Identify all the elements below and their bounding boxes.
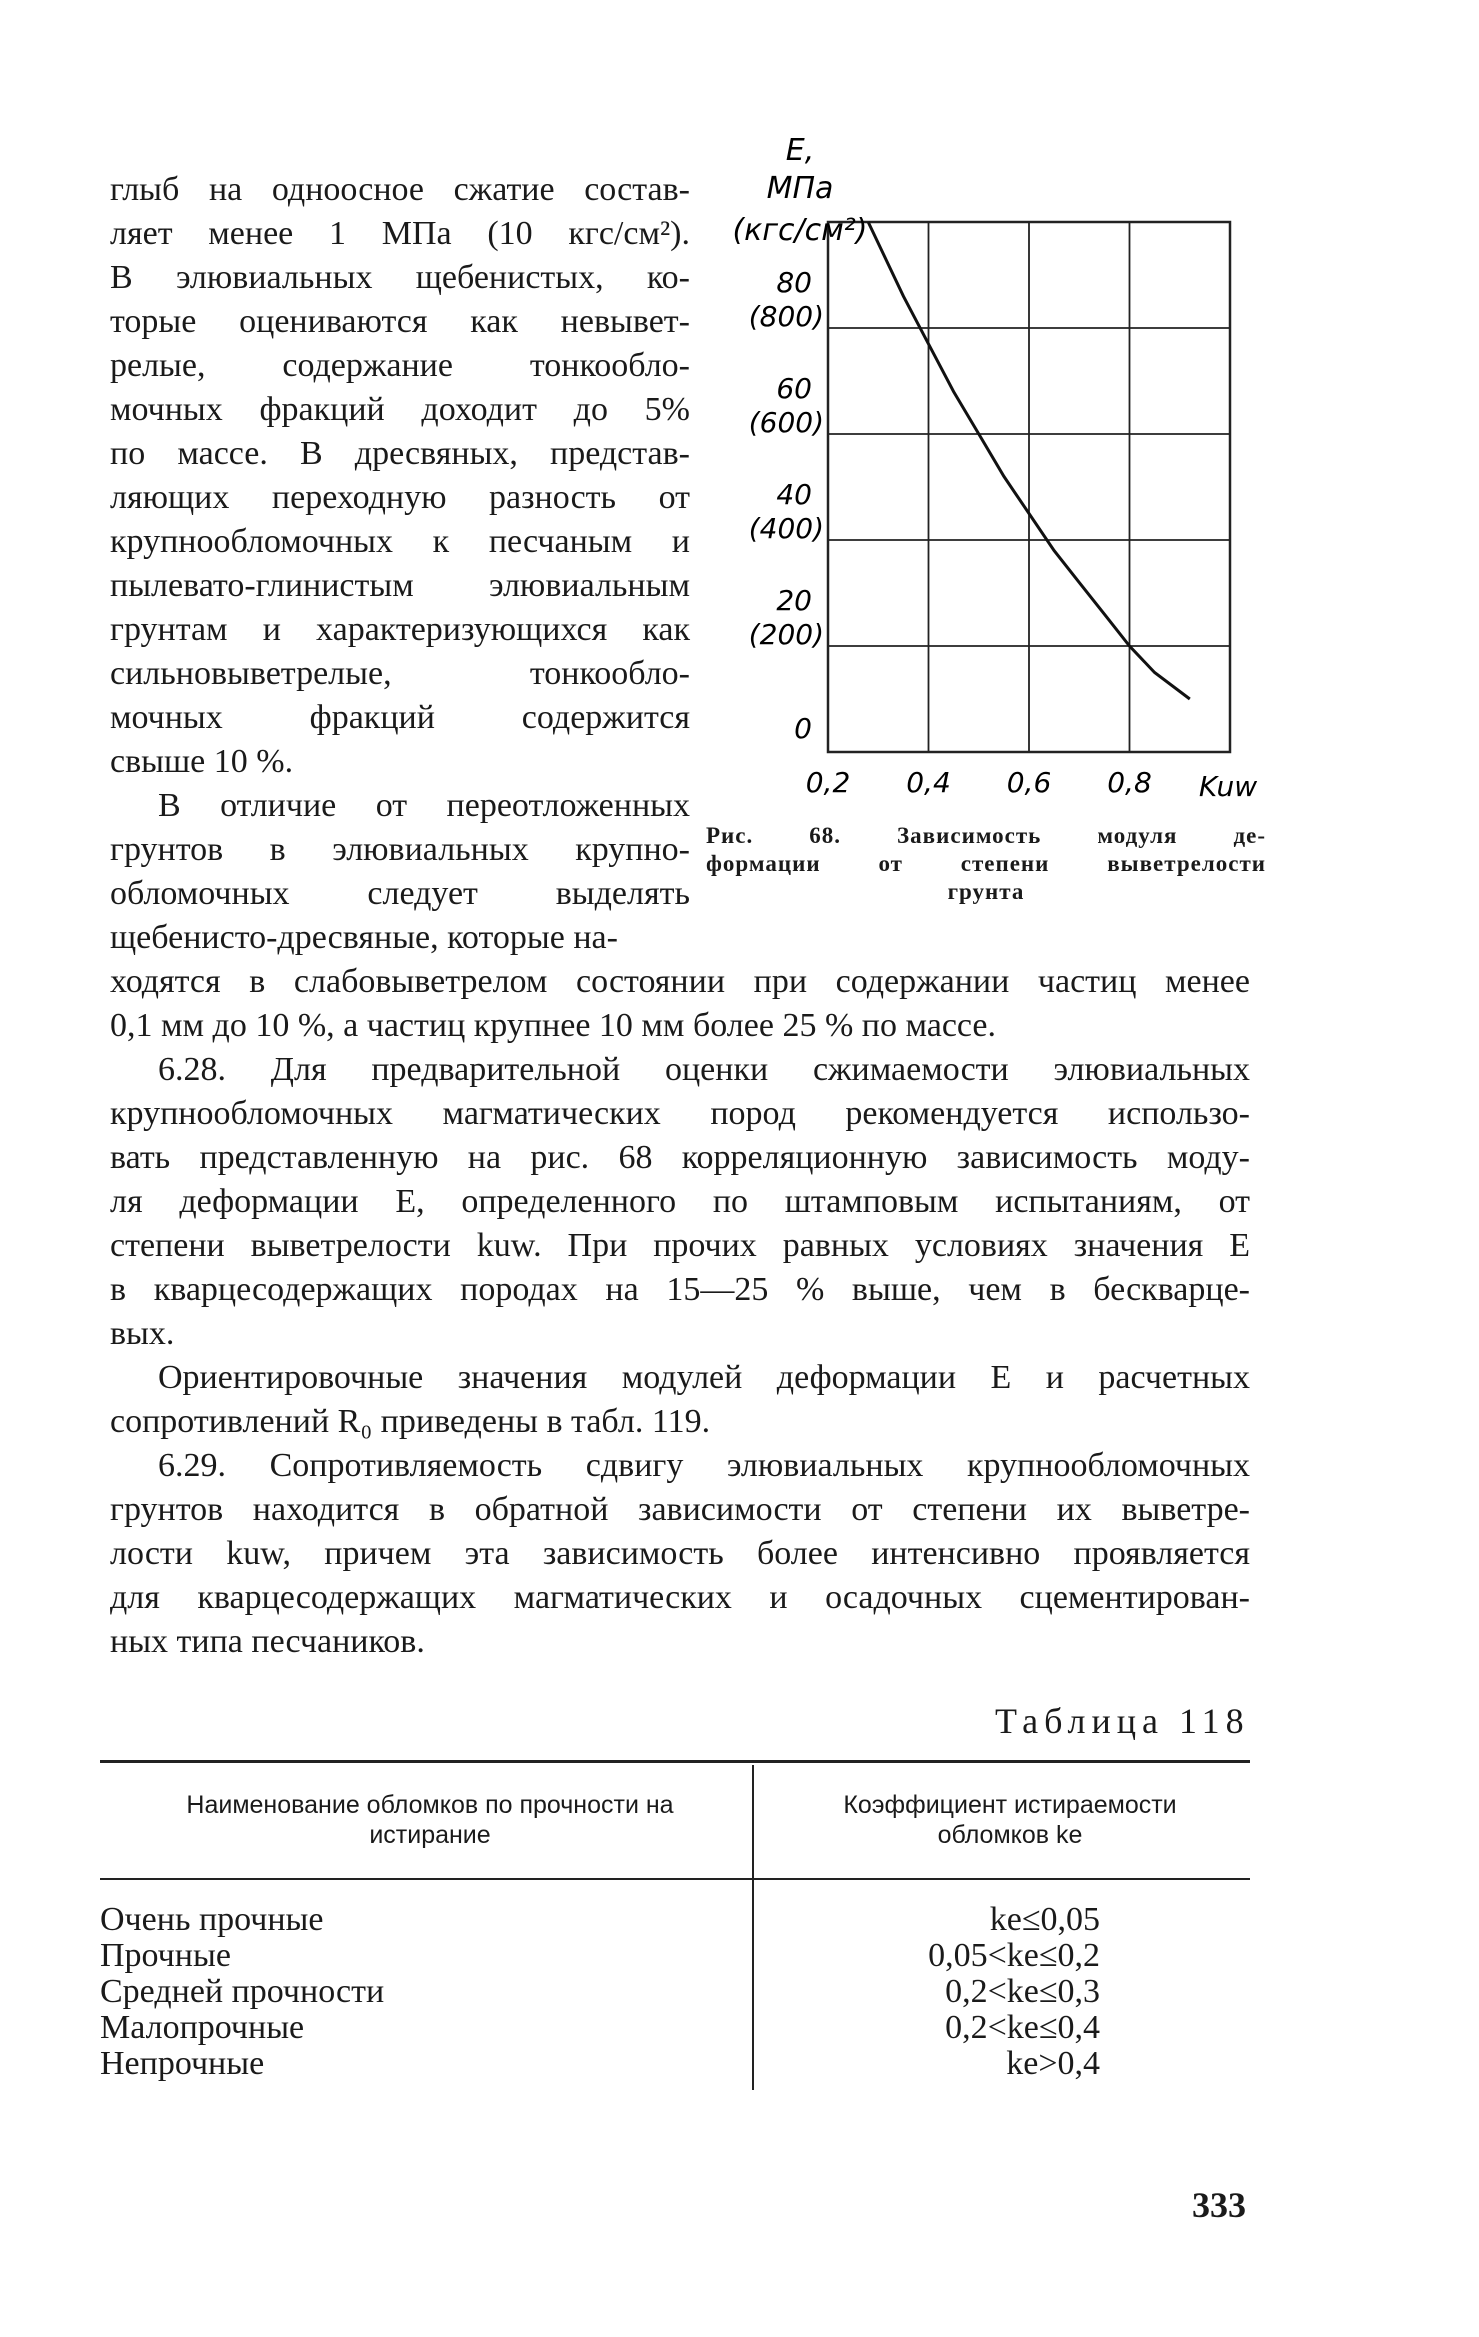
- para2-column-line: щебенисто-дресвяные, которые на-: [110, 919, 618, 956]
- para-628-line: вых.: [110, 1315, 175, 1352]
- table-row-value: 0,05<ke≤0,2: [928, 1937, 1100, 1974]
- column-text-line: глыб на одноосное сжатие состав-: [110, 171, 690, 208]
- table-row-name: Очень прочные: [100, 1901, 324, 1938]
- y-tick-label: 80: [776, 266, 812, 299]
- paragraph-column-2: [110, 784, 690, 960]
- column-text-line: ляющих переходную разность от: [110, 479, 690, 516]
- x-tick-label: 0,2: [805, 766, 851, 799]
- column-text-line: сильновыветрелые, тонкообло-: [110, 655, 690, 692]
- para-628-line: в кварцесодержащих породах на 15—25 % выше, чем в бескварце-: [110, 1271, 1250, 1308]
- column-text-line: мочных фракций содержится: [110, 699, 690, 736]
- table-row-name: Прочные: [100, 1937, 231, 1974]
- y-tick-alt-label: (800): [748, 300, 824, 333]
- column-text-line: торые оцениваются как невывет-: [110, 303, 690, 340]
- para-628-line: вать представленную на рис. 68 корреляционную зависимость моду-: [110, 1139, 1250, 1176]
- table-header-name: Наименование обломков по прочности на истирание: [186, 1791, 674, 1849]
- caption-line-1: Рис. 68. Зависимость модуля де-: [706, 823, 1266, 848]
- para-orient-line: сопротивлений R₀ приведены в табл. 119.: [110, 1403, 711, 1440]
- para-orient-line: Ориентировочные значения модулей деформации E и расчетных: [158, 1359, 1250, 1396]
- table-row-value: ke>0,4: [1006, 2045, 1100, 2082]
- para-628-line: степени выветрелости kuw. При прочих равных условиях значения E: [110, 1227, 1250, 1264]
- y-tick-label: 0: [794, 712, 812, 745]
- caption-line-3: грунта: [947, 879, 1025, 904]
- table-names-column: [100, 1902, 740, 2082]
- table-row-value: 0,2<ke≤0,3: [945, 1973, 1100, 2010]
- paragraph-full-2: [110, 960, 1250, 1048]
- para2-column-line: грунтов в элювиальных крупно-: [110, 831, 690, 868]
- table-top-rule: [100, 1760, 1250, 1763]
- para-628-line: 6.28. Для предварительной оценки сжимаемости элювиальных: [158, 1051, 1250, 1088]
- para2-column-line: В отличие от переотложенных: [158, 787, 690, 824]
- table-row-name: Малопрочные: [100, 2009, 305, 2046]
- para2-full-line: ходятся в слабовыветрелом состоянии при содержании частиц менее: [110, 963, 1250, 1000]
- para-629-line: для кварцесодержащих магматических и осадочных сцементирован-: [110, 1579, 1250, 1616]
- para-629-line: грунтов находится в обратной зависимости от степени их выветре-: [110, 1491, 1250, 1528]
- y-tick-label: 20: [776, 584, 812, 617]
- column-text-line: пылевато-глинистым элювиальным: [110, 567, 690, 604]
- y-tick-alt-label: (200): [748, 618, 824, 651]
- table-title: Таблица 118: [995, 1701, 1250, 1741]
- y-tick-label: 60: [776, 372, 812, 405]
- table-row-name: Средней прочности: [100, 1973, 385, 2010]
- para-628-line: ля деформации E, определенного по штамповым испытаниям, от: [110, 1183, 1250, 1220]
- y-axis-label: МПа: [766, 171, 834, 206]
- y-tick-alt-label: (400): [748, 512, 824, 545]
- paragraph-6-28: [110, 1048, 1250, 1356]
- column-text-line: мочных фракций доходит до 5%: [110, 391, 690, 428]
- x-tick-label: 0,4: [906, 766, 951, 799]
- page-number: 333: [1192, 2185, 1246, 2225]
- table-header-coefficient: Коэффициент истираемости обломков ke: [843, 1791, 1177, 1849]
- para-629-line: ных типа песчаников.: [110, 1623, 425, 1660]
- para-629-line: лости kuw, причем эта зависимость более интенсивно проявляется: [110, 1535, 1250, 1572]
- paragraph-column-1: [110, 168, 690, 784]
- y-axis-label: (кгс/см²): [732, 213, 868, 248]
- column-text-line: В элювиальных щебенистых, ко-: [110, 259, 690, 296]
- column-text-line: крупнообломочных к песчаным и: [110, 523, 690, 560]
- para-629-line: 6.29. Сопротивляемость сдвигу элювиальных крупнообломочных: [158, 1447, 1250, 1484]
- column-text-line: ляет менее 1 МПа (10 кгс/см²).: [110, 215, 690, 252]
- figure-caption: [706, 822, 1266, 906]
- x-tick-label: 0,8: [1107, 766, 1152, 799]
- figure-68-chart: [700, 133, 1260, 820]
- column-text-line: релые, содержание тонкообло-: [110, 347, 690, 384]
- y-tick-label: 40: [776, 478, 812, 511]
- column-text-line: по массе. В дресвяных, представ-: [110, 435, 690, 472]
- table-row-value: ke≤0,05: [989, 1901, 1100, 1938]
- para2-column-line: обломочных следует выделять: [110, 875, 690, 912]
- y-axis-label: E,: [785, 133, 815, 168]
- paragraph-6-29: [110, 1444, 1250, 1664]
- table-header-rule: [100, 1878, 1250, 1880]
- table-column-divider: [752, 1765, 754, 2090]
- caption-line-2: формации от степени выветрелости: [706, 851, 1266, 876]
- para2-full-line: 0,1 мм до 10 %, а частиц крупнее 10 мм более 25 % по массе.: [110, 1007, 997, 1044]
- x-axis-label: Kuw: [1198, 770, 1258, 803]
- column-text-line: свыше 10 %.: [110, 743, 294, 780]
- paragraph-orientation: [110, 1356, 1250, 1444]
- table-row-name: Непрочные: [100, 2045, 265, 2082]
- x-tick-label: 0,6: [1006, 766, 1052, 799]
- y-tick-alt-label: (600): [748, 406, 824, 439]
- table-values-column: [800, 1902, 1100, 2082]
- column-text-line: грунтам и характеризующихся как: [110, 611, 690, 648]
- table-row-value: 0,2<ke≤0,4: [945, 2009, 1100, 2046]
- para-628-line: крупнообломочных магматических пород рекомендуется использо-: [110, 1095, 1250, 1132]
